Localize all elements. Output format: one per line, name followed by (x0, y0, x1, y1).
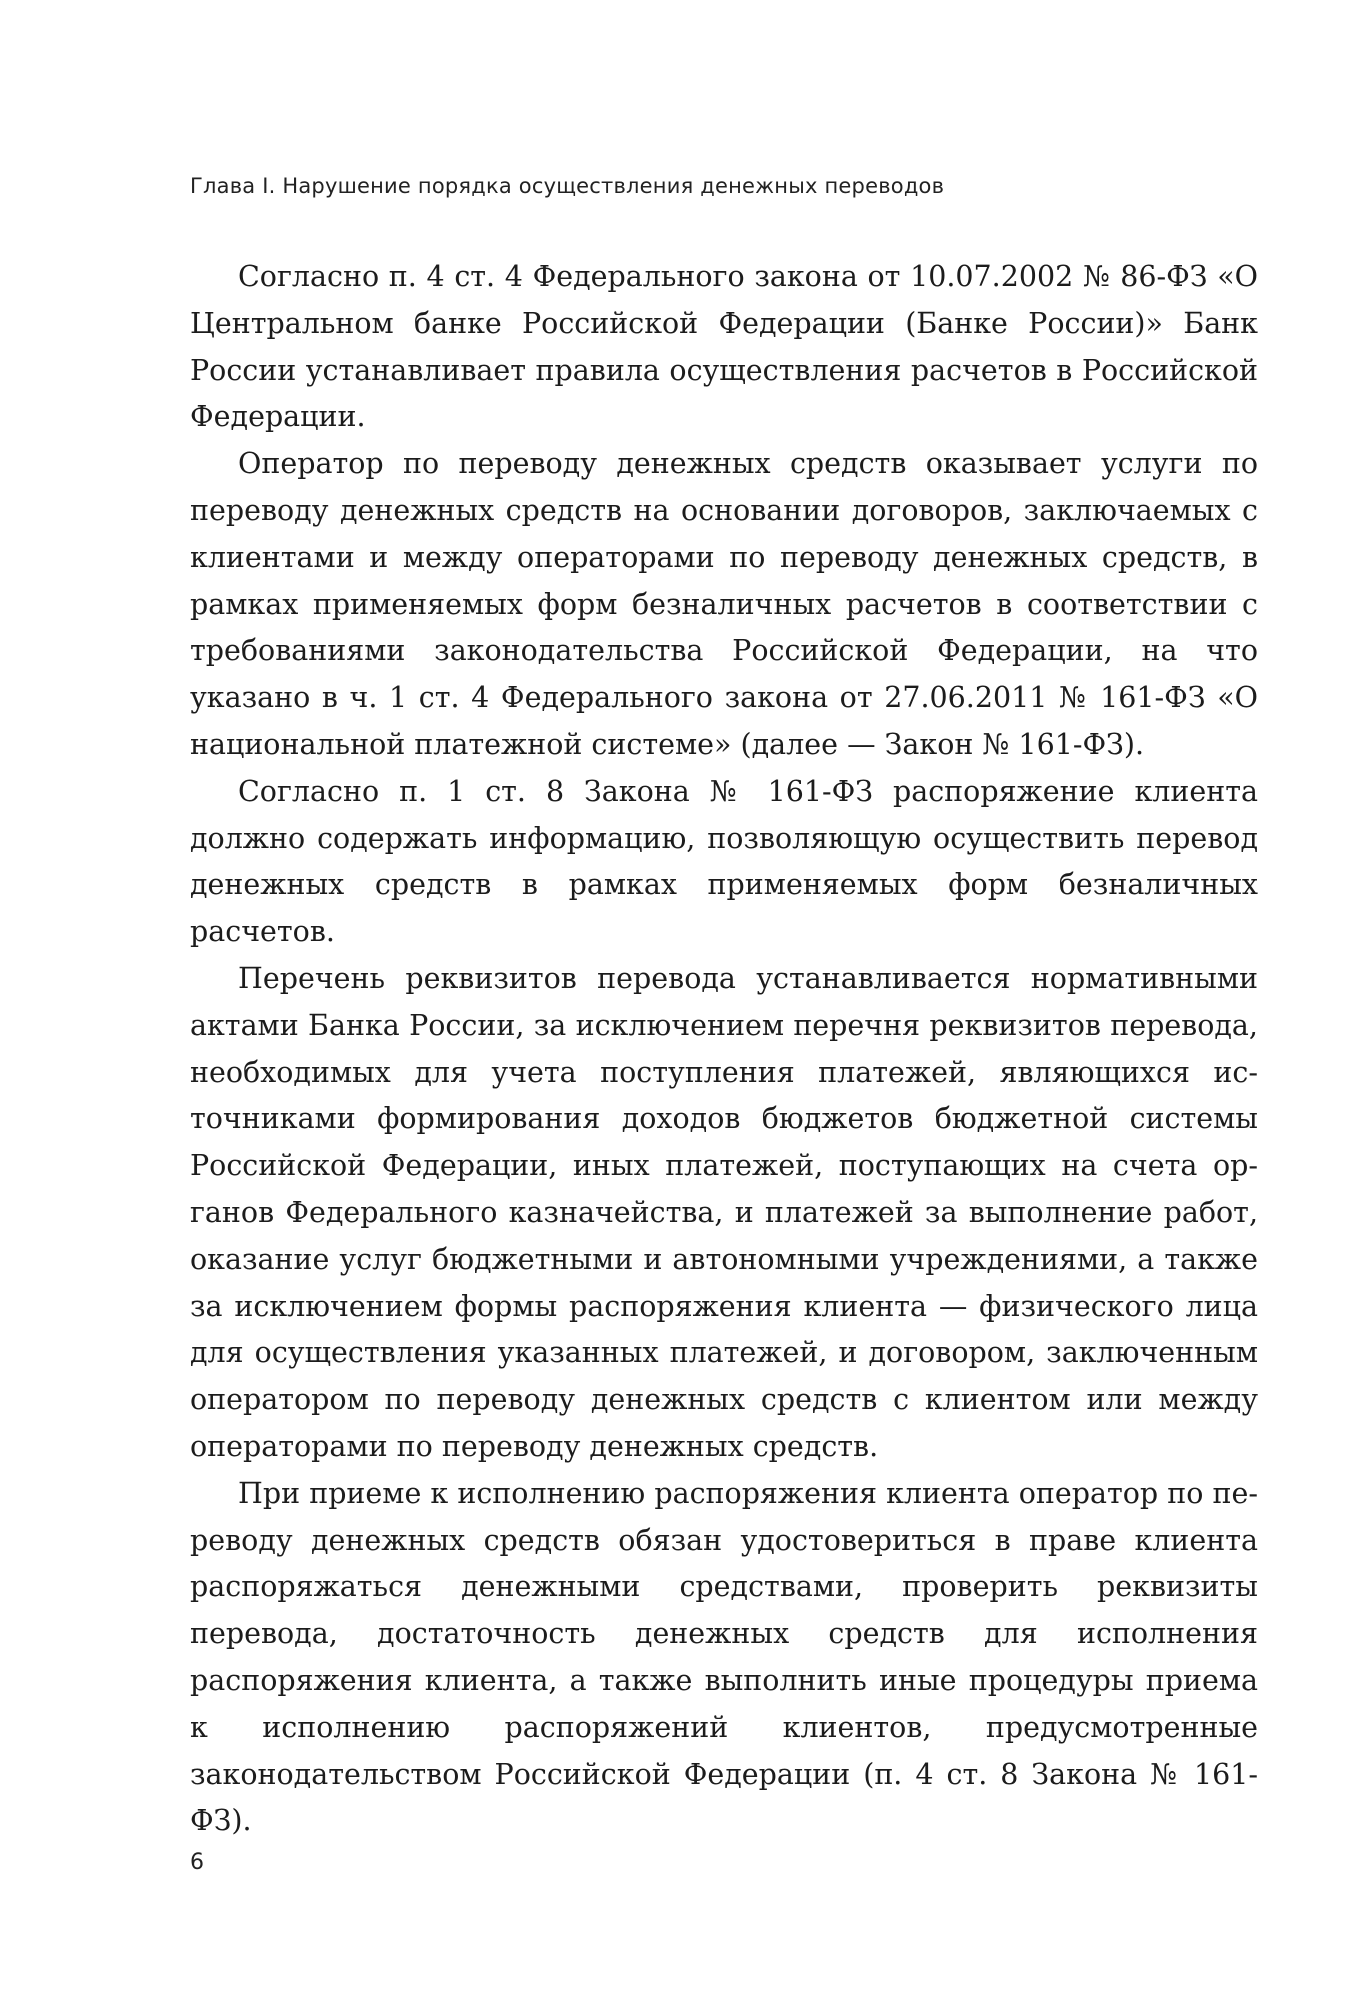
paragraph-2: Оператор по переводу денежных средств оказывает услуги по переводу денежных средств на основании договоров, заключаемых с клиентами и между операторами по переводу денежных средств, в рамках применяемых форм безналичных расчетов в соответствии с требованиями законодательства Российской Федерации, на что указано в ч. 1 ст. 4 Федерального закона от 27.06.2011 № 161-ФЗ «О национальной платежной системе» (далее — Закон № 161-ФЗ). (190, 447, 1258, 761)
paragraph-3: Согласно п. 1 ст. 8 Закона № 161-ФЗ распоряжение клиента должно содержать информацию, позволяющую осуществить перевод денежных средств в рамках применяемых форм безналичных расчетов. (190, 774, 1258, 949)
page-number: 6 (190, 1850, 204, 1875)
paragraph-1: Согласно п. 4 ст. 4 Федерального закона от 10.07.2002 № 86-ФЗ «О Центральном банке Российской Федерации (Банке России)» Банк России устанавливает правила осуществления расчетов в Российской Федерации. (190, 260, 1258, 434)
running-header: Глава I. Нарушение порядка осуществления денежных переводов (190, 174, 945, 198)
paragraph-5: При приеме к исполнению распоряжения клиента оператор по переводу денежных средств обязан удостовериться в праве клиента распоряжаться денежными средствами, проверить реквизиты перевода, достаточность денежных средств для исполнения распоряжения клиента, а также выполнить иные процедуры приема к исполнению распоряжений клиентов, предусмотренные законодательством Российской Федерации (п. 4 ст. 8 Закона № 161-ФЗ). (190, 1476, 1258, 1838)
paragraph-4: Перечень реквизитов перевода устанавливается нормативными актами Банка России, за исключением перечня реквизитов перевода, необходимых для учета поступления платежей, являющихся источниками формирования доходов бюджетов бюджетной системы Российской Федерации, иных платежей, поступающих на счета органов Федерального казначейства, и платежей за выполнение работ, оказание услуг бюджетными и автономными учреждениями, а также за исключением формы распоряжения клиента — физического лица для осуществления указанных платежей, и договором, заключенным оператором по переводу денежных средств с клиентом или между операторами по переводу денежных средств. (190, 961, 1258, 1463)
body-text (190, 254, 1258, 1845)
